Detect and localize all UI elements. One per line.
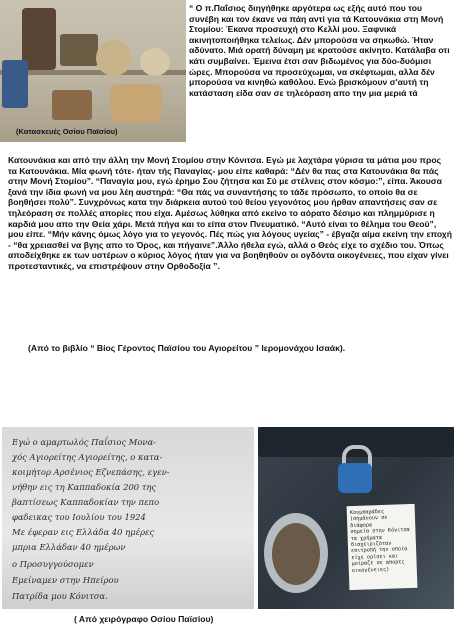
manuscript-line: ο Προσυγγούσομεν (12, 559, 94, 569)
wooden-cylinder-box (110, 84, 162, 122)
manuscript-line: χός Αγιορείτης Αγιορείτης, ο κατα- (12, 452, 163, 462)
manuscript-line: Πατρίδα μου Κόνιτσα. (12, 591, 108, 601)
saint-portrait (272, 523, 320, 585)
note-line: τα χρήματα (350, 534, 383, 542)
wooden-bowl (140, 48, 170, 76)
manuscript-line: κοιμήτορ Αρσένιος Εζνεπάσης, εγεν- (12, 467, 170, 477)
note-line: επιτροπή την οποία (351, 546, 408, 555)
carved-stamp (52, 90, 92, 120)
manuscript-line: φαδεικας του Ιουλίου του 1924 (12, 512, 146, 522)
crafts-caption: (Κατασκευές Οσίου Παϊσίου) (16, 127, 118, 136)
donation-note-card (347, 504, 418, 590)
manuscript-line: Εγώ ο αμαρτωλός Παΐσιος Μονα- (12, 437, 156, 447)
manuscript-line: νήθην εις τη Καππαδοκία 200 της (12, 482, 157, 492)
note-line: οικογένειες) (351, 566, 390, 574)
padlock-icon (338, 463, 372, 493)
manuscript-line: μπρια Ελλάδαν 40 ημέρων (12, 542, 126, 552)
source-citation: (Από το βιβλίο “ Βίος Γέροντος Παϊσίου του Αγιορείτου ” Ιερομονάχου Ισαάκ). (28, 343, 346, 353)
crafts-photo (0, 0, 186, 142)
wooden-plate (96, 40, 132, 76)
note-line: διαχειριζόταν (350, 540, 392, 549)
main-paragraph: Κατουνάκια και από την άλλη την Μονή Στομίου στην Κόνιτσα. Εγώ με λαχτάρα γύρισα τα μάτια μου προς τα Κατουνάκια. Μία φωνή τότε- ήταν τής Παναγίας- μου είπε καθαρά: “Δέν θα πας στα Κατουνάκια θα πάς στην Μονή Στομίου”. “Παναγία μου, εγώ έρημο Σου ζήτησα και Σύ με στέλνεις στον κόσμο:”, είπα. Άκουσα ξανά την ίδια φωνή να μου λέη αυστηρά: “Θα πάς να συναντήσης το τάδε πρόσωπο, το οποίο θα σε βοηθήσει πολύ”. Συνχρόνως κατα την διάρκεια αυτού τού θείου γεγονότος μου ήρθαν απαντήσεις σαν σε τηλεόραση σε πολλές απορίες που είχα. Αμέσως λύθηκα από εκείνο το αόρατο δέσιμο και πλημμύρισε η καρδιά μου απο την Θεία χάρι. Μετά πήγα και το είπα στον Πνευματικό. “Αυτό είναι το θέλημα του Θεού”, μου είπε. “Μήν κάνης όμως λόγο για το γεγονός. Πές πώς για λόγους υγείας” - έβγαζα αίμα εκείνη την εποχή - “θα χρειασθεί να βγης απο το Όρος, και πήγαινε”.Άλλο ήθελα εγώ, αλλά ο Θεός είχε το σχέδιο του. Όπως αποδείχθηκε εκ των υστέρων ο κύριος λόγος ήταν για να βοηθηθούν οι ογδόντα οικογένειες, που είχαν γίνει προτεσταντικές, να επιστρέψουν στην Ορθοδοξία ”. (8, 155, 453, 271)
carved-icon-box (60, 34, 98, 66)
manuscript-line: βαπτίσεως Καππαδοκίαν την πεπο (12, 497, 160, 507)
manuscript-photo (2, 427, 254, 609)
intro-paragraph: “ Ο π.Παΐσιος διηγήθηκε αργότερα ως εξής αυτό που του συνέβη και τον έκανε να πάη αντί για τά Κατουνάκια στη Μονή Στομίου: Έκανα προσευχή στο Κελλί μου. Ξαφνικά ακινητοποιήθηκα τελείως. Δέν μπορούσα να σηκωθώ. Ήταν αδύνατο. Μιά ορατή δύναμη με κρατούσε ακίνητο. Κατάλαβα οτι κάτι συμβαίνει. Έμεινα έτσι σαν βιδωμένος για δύο-δυόμισι ώρες. Μπορούσα να προσεύχωμαι, να σκέφτωμαι, αλλα δέν μπορούσα να κινηθώ καθόλου. Ενώ βρισκόμουν σ'αυτή τη κατάσταση είδα σαν σε τηλεόραση απο την μια μεριά τά (189, 3, 450, 98)
note-line: Κουμπαράδες (349, 508, 385, 517)
manuscript-line: Με έφεραν εις Ελλάδα 40 ημέρες (12, 527, 155, 537)
donation-box-photo (258, 427, 454, 609)
manuscript-line: Εμείναμεν στην Ηπείρου (12, 575, 119, 585)
note-line: μοίραζε σε απορες (351, 559, 405, 568)
manuscript-caption: ( Από χειρόγραφο Οσίου Παϊσίου) (74, 614, 214, 624)
note-line: είχε ορίσει και (351, 553, 399, 561)
saint-icon-image (2, 60, 28, 108)
note-line: (σημάνουν σε διάφορα (349, 515, 388, 529)
note-line: σημεία στην Κόνιτσα (350, 527, 410, 536)
